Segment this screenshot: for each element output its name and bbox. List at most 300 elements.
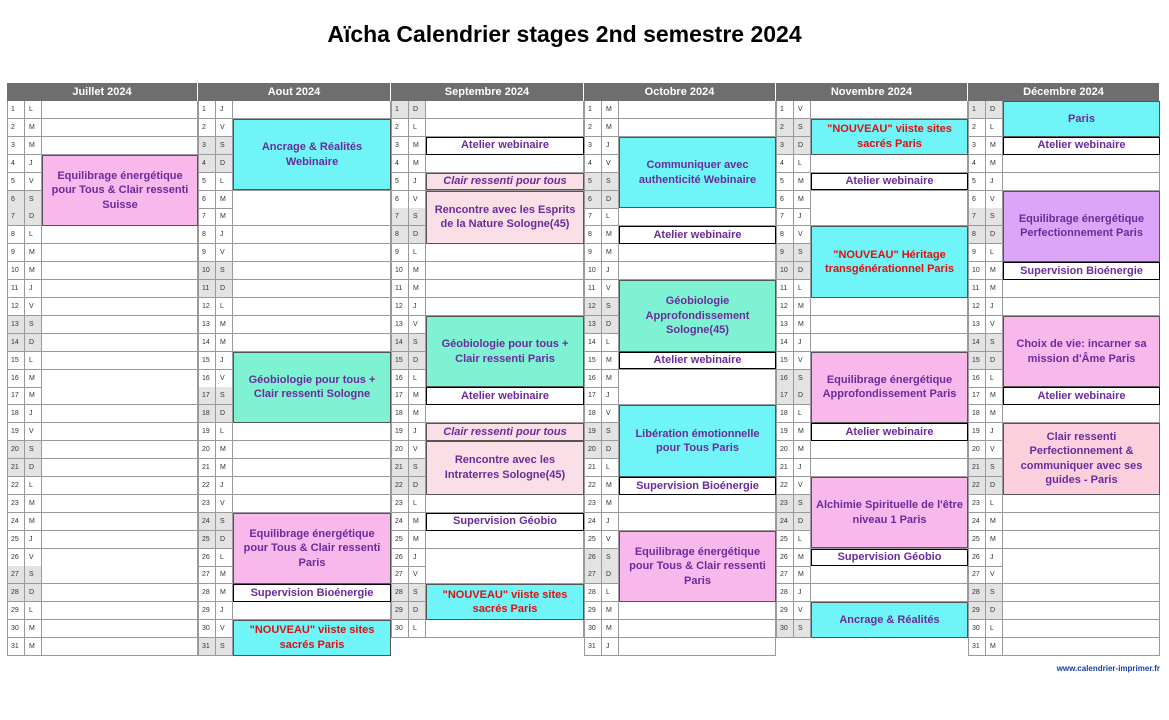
day-row — [391, 244, 584, 262]
event-block[interactable]: Equilibrage énergétique Approfondissement Paris — [811, 352, 968, 424]
weekday-letter: J — [602, 387, 619, 404]
day-row — [391, 566, 584, 584]
day-number: 12 — [7, 298, 25, 315]
day-cell[interactable] — [426, 298, 584, 315]
day-number: 23 — [198, 495, 216, 512]
day-cell[interactable] — [42, 137, 198, 154]
day-cell[interactable] — [42, 370, 198, 387]
day-number: 22 — [776, 477, 794, 494]
day-cell[interactable] — [811, 208, 968, 225]
month-header: Novembre 2024 — [776, 83, 968, 101]
day-cell[interactable] — [1003, 566, 1160, 583]
day-cell[interactable] — [42, 602, 198, 619]
weekday-letter: S — [794, 244, 811, 261]
page-title: Aïcha Calendrier stages 2nd semestre 2024 — [327, 21, 802, 47]
event-block[interactable]: Clair ressenti pour tous — [426, 173, 584, 191]
day-cell[interactable] — [42, 566, 198, 583]
day-row — [584, 387, 776, 405]
day-number: 13 — [198, 316, 216, 333]
day-number: 21 — [7, 459, 25, 476]
weekday-letter: S — [409, 208, 426, 225]
day-number: 19 — [968, 423, 986, 440]
weekday-letter: L — [25, 477, 42, 494]
event-block[interactable]: Atelier webinaire — [426, 387, 584, 405]
day-row — [198, 226, 391, 244]
day-cell[interactable] — [619, 370, 776, 387]
day-cell[interactable] — [619, 602, 776, 619]
day-cell[interactable] — [42, 459, 198, 476]
day-cell[interactable] — [426, 495, 584, 512]
day-cell[interactable] — [233, 441, 391, 458]
day-cell[interactable] — [426, 549, 584, 566]
day-number: 27 — [968, 566, 986, 583]
event-block[interactable]: "NOUVEAU" Héritage transgénérationnel Paris — [811, 226, 968, 298]
day-row — [391, 405, 584, 423]
weekday-letter: L — [602, 334, 619, 351]
day-cell[interactable] — [42, 638, 198, 655]
day-cell[interactable] — [619, 387, 776, 404]
day-number: 15 — [198, 352, 216, 369]
day-cell[interactable] — [1003, 280, 1160, 297]
weekday-letter: V — [794, 602, 811, 619]
day-number: 4 — [968, 155, 986, 172]
event-block[interactable]: Atelier webinaire — [811, 173, 968, 191]
day-cell[interactable] — [233, 208, 391, 225]
weekday-letter: L — [602, 459, 619, 476]
weekday-letter: L — [602, 208, 619, 225]
weekday-letter: M — [409, 405, 426, 422]
day-cell[interactable] — [233, 101, 391, 118]
day-cell[interactable] — [811, 566, 968, 583]
day-cell[interactable] — [42, 280, 198, 297]
day-number: 19 — [584, 423, 602, 440]
weekday-letter: M — [986, 280, 1003, 297]
day-cell[interactable] — [811, 459, 968, 476]
day-cell[interactable] — [42, 405, 198, 422]
event-block[interactable]: Clair ressenti Perfectionnement & communiquer avec ses guides - Paris — [1003, 423, 1160, 495]
weekday-letter: J — [794, 208, 811, 225]
event-block[interactable]: Supervision Géobio — [426, 513, 584, 531]
day-row — [968, 531, 1160, 549]
weekday-letter: V — [794, 226, 811, 243]
event-block[interactable]: Supervision Bioénergie — [1003, 262, 1160, 280]
event-block[interactable]: Supervision Géobio — [811, 549, 968, 567]
day-number: 26 — [968, 549, 986, 566]
day-number: 17 — [391, 387, 409, 404]
day-cell[interactable] — [1003, 405, 1160, 422]
day-cell[interactable] — [233, 298, 391, 315]
day-number: 24 — [7, 513, 25, 530]
day-row — [198, 423, 391, 441]
day-number: 25 — [198, 531, 216, 548]
weekday-letter: M — [602, 226, 619, 243]
day-number: 13 — [584, 316, 602, 333]
weekday-letter: L — [602, 584, 619, 601]
day-cell[interactable] — [426, 262, 584, 279]
weekday-letter: L — [25, 602, 42, 619]
weekday-letter: J — [794, 584, 811, 601]
day-row — [198, 459, 391, 477]
weekday-letter: M — [986, 531, 1003, 548]
weekday-letter: L — [794, 280, 811, 297]
day-row — [776, 566, 968, 584]
weekday-letter: V — [216, 495, 233, 512]
day-cell[interactable] — [1003, 495, 1160, 512]
day-cell[interactable] — [426, 244, 584, 261]
weekday-letter: M — [986, 262, 1003, 279]
day-number: 31 — [968, 638, 986, 655]
day-number: 28 — [198, 584, 216, 601]
day-number: 6 — [584, 191, 602, 208]
day-cell[interactable] — [42, 387, 198, 404]
day-number: 27 — [391, 566, 409, 583]
day-cell[interactable] — [233, 191, 391, 208]
event-block[interactable]: Equilibrage énergétique pour Tous & Clair ressenti Paris — [233, 513, 391, 585]
day-row — [968, 405, 1160, 423]
day-cell[interactable] — [619, 495, 776, 512]
day-row — [968, 638, 1160, 656]
weekday-letter: M — [794, 316, 811, 333]
day-cell[interactable] — [426, 101, 584, 118]
weekday-letter: M — [216, 316, 233, 333]
day-cell[interactable] — [233, 334, 391, 351]
day-row — [7, 513, 198, 531]
day-number: 10 — [198, 262, 216, 279]
day-row — [7, 137, 198, 155]
day-cell[interactable] — [42, 226, 198, 243]
weekday-letter: M — [986, 387, 1003, 404]
day-number: 19 — [776, 423, 794, 440]
weekday-letter: D — [409, 101, 426, 118]
day-cell[interactable] — [426, 280, 584, 297]
month-column — [198, 83, 391, 657]
day-number: 9 — [391, 244, 409, 261]
event-block[interactable]: Paris — [1003, 101, 1160, 137]
day-cell[interactable] — [619, 513, 776, 530]
day-number: 16 — [391, 370, 409, 387]
day-row — [7, 316, 198, 334]
day-cell[interactable] — [233, 262, 391, 279]
day-number: 7 — [198, 208, 216, 225]
day-cell[interactable] — [42, 101, 198, 118]
day-number: 18 — [776, 405, 794, 422]
day-cell[interactable] — [233, 459, 391, 476]
weekday-letter: V — [602, 531, 619, 548]
weekday-letter: V — [25, 298, 42, 315]
weekday-letter: D — [794, 262, 811, 279]
day-cell[interactable] — [811, 316, 968, 333]
weekday-letter: M — [216, 334, 233, 351]
day-number: 4 — [391, 155, 409, 172]
day-cell[interactable] — [1003, 549, 1160, 566]
day-cell[interactable] — [619, 262, 776, 279]
day-number: 21 — [198, 459, 216, 476]
weekday-letter: V — [986, 441, 1003, 458]
credit-link[interactable]: www.calendrier-imprimer.fr — [1056, 664, 1160, 673]
day-number: 24 — [198, 513, 216, 530]
weekday-letter: J — [25, 280, 42, 297]
day-number: 31 — [584, 638, 602, 655]
weekday-letter: J — [25, 155, 42, 172]
day-cell[interactable] — [1003, 620, 1160, 637]
event-block[interactable]: Equilibrage énergétique Perfectionnement Paris — [1003, 191, 1160, 263]
day-number: 17 — [198, 387, 216, 404]
weekday-letter: D — [409, 352, 426, 369]
weekday-letter: M — [216, 584, 233, 601]
event-block[interactable]: Géobiologie pour tous + Clair ressenti Paris — [426, 316, 584, 388]
day-cell[interactable] — [42, 477, 198, 494]
day-cell[interactable] — [42, 334, 198, 351]
day-row — [7, 101, 198, 119]
event-block[interactable]: Choix de vie: incarner sa mission d'Âme Paris — [1003, 316, 1160, 388]
day-cell[interactable] — [42, 423, 198, 440]
day-cell[interactable] — [1003, 584, 1160, 601]
day-number: 11 — [7, 280, 25, 297]
day-number: 2 — [584, 119, 602, 136]
event-block[interactable]: Atelier webinaire — [1003, 387, 1160, 405]
event-block[interactable]: Atelier webinaire — [1003, 137, 1160, 155]
event-block[interactable]: Rencontre avec les Intraterres Sologne(45) — [426, 441, 584, 495]
day-cell[interactable] — [42, 316, 198, 333]
month-column — [968, 83, 1160, 657]
day-number: 2 — [198, 119, 216, 136]
day-cell[interactable] — [426, 405, 584, 422]
day-number: 28 — [391, 584, 409, 601]
day-cell[interactable] — [1003, 638, 1160, 655]
weekday-letter: M — [216, 441, 233, 458]
day-row — [968, 513, 1160, 531]
day-cell[interactable] — [619, 244, 776, 261]
day-row — [7, 477, 198, 495]
day-row — [7, 334, 198, 352]
event-block[interactable]: Equilibrage énergétique pour Tous & Clair ressenti Suisse — [42, 155, 198, 227]
day-row — [7, 352, 198, 370]
day-number: 13 — [391, 316, 409, 333]
weekday-letter: M — [986, 155, 1003, 172]
day-number: 24 — [776, 513, 794, 530]
day-cell[interactable] — [1003, 155, 1160, 172]
day-cell[interactable] — [42, 584, 198, 601]
day-cell[interactable] — [42, 119, 198, 136]
event-block[interactable]: Supervision Bioénergie — [619, 477, 776, 495]
day-cell[interactable] — [42, 244, 198, 261]
day-cell[interactable] — [619, 119, 776, 136]
day-cell[interactable] — [233, 244, 391, 261]
day-cell[interactable] — [1003, 531, 1160, 548]
weekday-letter: S — [216, 137, 233, 154]
weekday-letter: M — [794, 298, 811, 315]
day-cell[interactable] — [811, 298, 968, 315]
event-block[interactable]: Atelier webinaire — [619, 352, 776, 370]
day-number: 18 — [391, 405, 409, 422]
weekday-letter: J — [986, 298, 1003, 315]
day-number: 17 — [968, 387, 986, 404]
day-number: 20 — [391, 441, 409, 458]
weekday-letter: M — [602, 602, 619, 619]
day-number: 21 — [391, 459, 409, 476]
day-number: 30 — [7, 620, 25, 637]
day-number: 18 — [584, 405, 602, 422]
day-row — [198, 316, 391, 334]
event-block[interactable]: Communiquer avec authenticité Webinaire — [619, 137, 776, 209]
day-cell[interactable] — [233, 423, 391, 440]
event-block[interactable]: Ancrage & Réalités Webinaire — [233, 119, 391, 191]
weekday-letter: J — [602, 262, 619, 279]
day-cell[interactable] — [619, 620, 776, 637]
event-block[interactable]: Libération émotionnelle pour Tous Paris — [619, 405, 776, 477]
event-block[interactable]: Alchimie Spirituelle de l'être niveau 1 Paris — [811, 477, 968, 549]
weekday-letter: M — [602, 101, 619, 118]
weekday-letter: M — [986, 513, 1003, 530]
day-cell[interactable] — [233, 495, 391, 512]
weekday-letter: V — [794, 477, 811, 494]
day-number: 4 — [584, 155, 602, 172]
day-cell[interactable] — [426, 155, 584, 172]
month-column — [776, 83, 968, 657]
weekday-letter: S — [409, 584, 426, 601]
day-cell[interactable] — [233, 602, 391, 619]
day-number: 21 — [776, 459, 794, 476]
day-cell[interactable] — [1003, 298, 1160, 315]
event-block[interactable]: Supervision Bioénergie — [233, 584, 391, 602]
weekday-letter: J — [25, 531, 42, 548]
day-row — [391, 155, 584, 173]
day-number: 29 — [776, 602, 794, 619]
weekday-letter: M — [986, 405, 1003, 422]
day-number: 22 — [7, 477, 25, 494]
day-number: 6 — [391, 191, 409, 208]
event-block[interactable]: "NOUVEAU" viiste sites sacrés Paris — [426, 584, 584, 620]
day-number: 12 — [776, 298, 794, 315]
day-cell[interactable] — [42, 549, 198, 566]
day-row — [968, 566, 1160, 584]
day-number: 16 — [7, 370, 25, 387]
day-cell[interactable] — [426, 531, 584, 548]
weekday-letter: L — [794, 405, 811, 422]
day-cell[interactable] — [233, 280, 391, 297]
day-cell[interactable] — [811, 155, 968, 172]
day-cell[interactable] — [42, 352, 198, 369]
day-number: 24 — [584, 513, 602, 530]
day-cell[interactable] — [1003, 513, 1160, 530]
day-number: 9 — [776, 244, 794, 261]
day-number: 5 — [7, 173, 25, 190]
day-number: 9 — [198, 244, 216, 261]
month-header: Juillet 2024 — [7, 83, 198, 101]
day-cell[interactable] — [426, 620, 584, 637]
weekday-letter: S — [25, 566, 42, 583]
day-cell[interactable] — [619, 208, 776, 225]
day-cell[interactable] — [811, 441, 968, 458]
weekday-letter: M — [25, 513, 42, 530]
day-cell[interactable] — [42, 262, 198, 279]
day-row — [198, 602, 391, 620]
day-cell[interactable] — [619, 638, 776, 655]
day-row — [968, 298, 1160, 316]
calendar-grid — [7, 83, 1160, 657]
day-cell[interactable] — [42, 495, 198, 512]
day-number: 26 — [7, 549, 25, 566]
day-row — [391, 298, 584, 316]
event-block[interactable]: Géobiologie Approfondissement Sologne(45) — [619, 280, 776, 352]
day-row — [391, 531, 584, 549]
day-cell[interactable] — [42, 441, 198, 458]
day-number: 28 — [968, 584, 986, 601]
day-row — [7, 602, 198, 620]
day-cell[interactable] — [811, 584, 968, 601]
day-row — [7, 441, 198, 459]
weekday-letter: L — [986, 495, 1003, 512]
day-number: 11 — [968, 280, 986, 297]
event-block[interactable]: Clair ressenti pour tous — [426, 423, 584, 441]
day-cell[interactable] — [1003, 602, 1160, 619]
day-number: 3 — [391, 137, 409, 154]
weekday-letter: D — [986, 477, 1003, 494]
day-cell[interactable] — [619, 101, 776, 118]
event-block[interactable]: Atelier webinaire — [426, 137, 584, 155]
day-cell[interactable] — [426, 119, 584, 136]
day-cell[interactable] — [811, 101, 968, 118]
day-number: 14 — [391, 334, 409, 351]
day-number: 5 — [198, 173, 216, 190]
day-row — [7, 531, 198, 549]
day-row — [584, 513, 776, 531]
weekday-letter: D — [986, 226, 1003, 243]
event-block[interactable]: Equilibrage énergétique pour Tous & Clair ressenti Paris — [619, 531, 776, 603]
day-cell[interactable] — [426, 566, 584, 583]
day-number: 2 — [7, 119, 25, 136]
event-block[interactable]: Atelier webinaire — [811, 423, 968, 441]
day-cell[interactable] — [233, 226, 391, 243]
day-cell[interactable] — [42, 531, 198, 548]
day-cell[interactable] — [233, 477, 391, 494]
month-header: Octobre 2024 — [584, 83, 776, 101]
event-block[interactable]: Ancrage & Réalités — [811, 602, 968, 638]
day-cell[interactable] — [42, 298, 198, 315]
day-cell[interactable] — [811, 191, 968, 208]
event-block[interactable]: "NOUVEAU" viiste sites sacrés Paris — [811, 119, 968, 155]
weekday-letter: M — [794, 549, 811, 566]
day-number: 8 — [198, 226, 216, 243]
weekday-letter: S — [602, 549, 619, 566]
day-cell[interactable] — [1003, 173, 1160, 190]
event-block[interactable]: Rencontre avec les Esprits de la Nature Sologne(45) — [426, 191, 584, 245]
day-cell[interactable] — [42, 513, 198, 530]
event-block[interactable]: Atelier webinaire — [619, 226, 776, 244]
weekday-letter: D — [25, 334, 42, 351]
event-block[interactable]: "NOUVEAU" viiste sites sacrés Paris — [233, 620, 391, 656]
day-number: 5 — [968, 173, 986, 190]
weekday-letter: M — [216, 191, 233, 208]
day-number: 11 — [776, 280, 794, 297]
day-number: 7 — [391, 208, 409, 225]
weekday-letter: L — [216, 549, 233, 566]
weekday-letter: M — [25, 638, 42, 655]
event-block[interactable]: Géobiologie pour tous + Clair ressenti Sologne — [233, 352, 391, 424]
day-number: 22 — [968, 477, 986, 494]
day-cell[interactable] — [42, 620, 198, 637]
day-cell[interactable] — [811, 334, 968, 351]
day-cell[interactable] — [233, 316, 391, 333]
day-row — [198, 441, 391, 459]
day-number: 5 — [584, 173, 602, 190]
weekday-letter: D — [216, 155, 233, 172]
day-number: 3 — [584, 137, 602, 154]
day-number: 25 — [391, 531, 409, 548]
day-number: 17 — [7, 387, 25, 404]
weekday-letter: S — [986, 208, 1003, 225]
day-number: 27 — [776, 566, 794, 583]
